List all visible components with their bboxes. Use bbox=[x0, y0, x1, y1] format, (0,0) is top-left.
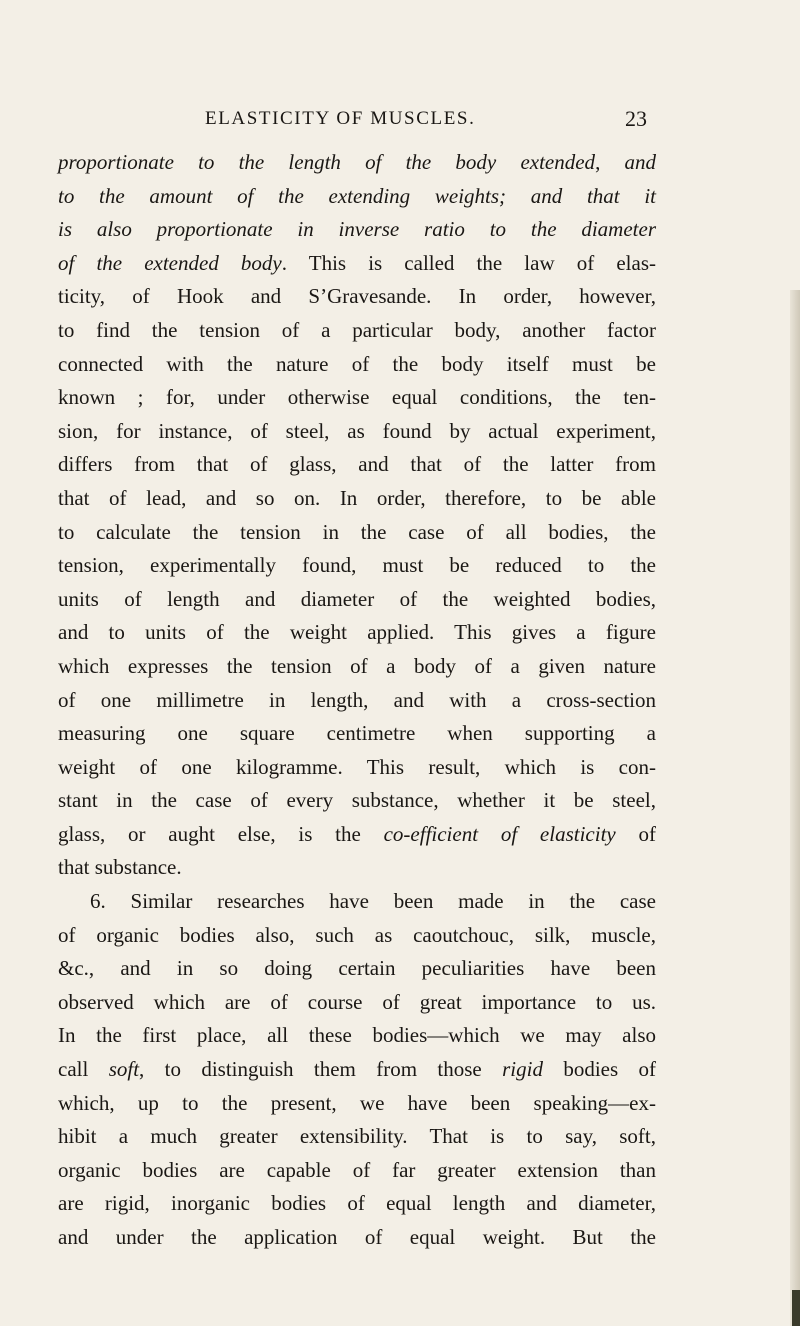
text-line bbox=[58, 717, 656, 751]
text-line bbox=[58, 381, 656, 415]
text-line bbox=[58, 1221, 656, 1255]
text-line bbox=[58, 1154, 656, 1188]
text-segment: hibit a much greater extensibility. That is to say, soft, bbox=[58, 1124, 656, 1149]
page-edge-mark bbox=[792, 1290, 800, 1326]
text-line bbox=[58, 1120, 656, 1154]
text-line bbox=[58, 751, 656, 785]
text-line bbox=[58, 549, 656, 583]
text-line bbox=[58, 314, 656, 348]
text-segment: of organic bodies also, such as caoutchouc, silk, muscle, bbox=[58, 922, 656, 947]
text-segment: observed which are of course of great importance to us. bbox=[58, 989, 656, 1014]
text-segment: that substance. bbox=[58, 855, 182, 880]
text-segment: , bbox=[595, 150, 625, 174]
text-line bbox=[58, 415, 656, 449]
text-line bbox=[58, 1087, 656, 1121]
text-line bbox=[58, 213, 656, 247]
text-line bbox=[58, 348, 656, 382]
text-line bbox=[58, 650, 656, 684]
text-line bbox=[58, 1019, 656, 1053]
text-segment: of one millimetre in length, and with a cross-section bbox=[58, 687, 656, 712]
text-segment: which expresses the tension of a body of a given nature bbox=[58, 653, 656, 678]
italic-text: soft bbox=[108, 1057, 140, 1082]
italic-text: proportionate to the length of the body extended bbox=[58, 150, 596, 174]
text-line bbox=[58, 919, 656, 953]
running-head: ELASTICITY OF MUSCLES. bbox=[205, 108, 476, 129]
text-line bbox=[58, 146, 656, 180]
page-header bbox=[0, 108, 800, 138]
text-line bbox=[58, 818, 656, 852]
text-segment: and under the application of equal weight. But the bbox=[58, 1225, 656, 1249]
text-segment: that of lead, and so on. In order, therefore, to be able bbox=[58, 485, 656, 510]
text-segment: ticity, of Hook and S’Gravesande. In order, however, bbox=[58, 284, 656, 309]
text-segment: differs from that of glass, and that of the latter from bbox=[58, 452, 656, 477]
text-segment: , to distinguish them from those bbox=[139, 1057, 503, 1082]
text-segment: which, up to the present, we have been speaking—ex- bbox=[58, 1090, 656, 1115]
text-line bbox=[58, 180, 656, 214]
text-segment: tension, experimentally found, must be reduced to the bbox=[58, 553, 656, 578]
page-number: 23 bbox=[625, 106, 647, 131]
text-segment: known ; for, under otherwise equal conditions, the ten- bbox=[58, 385, 656, 410]
text-line bbox=[58, 684, 656, 718]
italic-text: co-efficient of elasticity bbox=[383, 821, 616, 846]
italic-text: and bbox=[624, 150, 656, 174]
text-line bbox=[58, 1187, 656, 1221]
text-line bbox=[58, 482, 656, 516]
text-segment: connected with the nature of the body itself must be bbox=[58, 351, 656, 376]
text-segment: . This is called the law of elas- bbox=[281, 250, 656, 275]
text-segment: are rigid, inorganic bodies of equal length and diameter, bbox=[58, 1191, 656, 1216]
page-edge-shadow bbox=[790, 290, 800, 1326]
text-segment: and to units of the weight applied. This gives a figure bbox=[58, 620, 656, 645]
text-line bbox=[58, 247, 656, 281]
text-segment: 6. Similar researches have been made in the case bbox=[90, 889, 656, 914]
text-segment: weight of one kilogramme. This result, which is con- bbox=[58, 754, 656, 779]
text-line bbox=[58, 516, 656, 550]
text-segment: sion, for instance, of steel, as found by actual experiment, bbox=[58, 418, 656, 443]
text-segment: of bbox=[615, 821, 656, 846]
text-line bbox=[58, 952, 656, 986]
text-segment: bodies of bbox=[542, 1057, 657, 1082]
text-line bbox=[58, 280, 656, 314]
text-line bbox=[58, 583, 656, 617]
text-line bbox=[58, 448, 656, 482]
italic-text: rigid bbox=[502, 1057, 543, 1082]
italic-text: is also proportionate in inverse ratio to the diameter bbox=[58, 217, 656, 242]
text-segment: to calculate the tension in the case of all bodies, the bbox=[58, 519, 656, 544]
text-segment: measuring one square centimetre when supporting a bbox=[58, 721, 656, 746]
text-segment: glass, or aught else, is the bbox=[58, 821, 384, 846]
italic-text: of the extended body bbox=[58, 250, 282, 275]
text-line bbox=[58, 784, 656, 818]
text-segment: organic bodies are capable of far greater extension than bbox=[58, 1157, 656, 1182]
text-segment: In the first place, all these bodies—which we may also bbox=[58, 1023, 656, 1048]
text-segment: stant in the case of every substance, whether it be steel, bbox=[58, 788, 656, 813]
text-segment: &c., and in so doing certain peculiarities have been bbox=[58, 956, 656, 981]
text-segment: to find the tension of a particular body, another factor bbox=[58, 317, 656, 342]
text-line bbox=[58, 851, 656, 885]
italic-text: to the amount of the extending weights; and that it bbox=[58, 183, 656, 208]
text-line bbox=[58, 986, 656, 1020]
text-line bbox=[58, 1053, 656, 1087]
text-line bbox=[58, 616, 656, 650]
text-segment: call bbox=[58, 1057, 109, 1082]
text-segment: units of length and diameter of the weighted bodies, bbox=[58, 586, 656, 611]
text-line bbox=[58, 885, 656, 919]
body-text bbox=[58, 146, 656, 1255]
